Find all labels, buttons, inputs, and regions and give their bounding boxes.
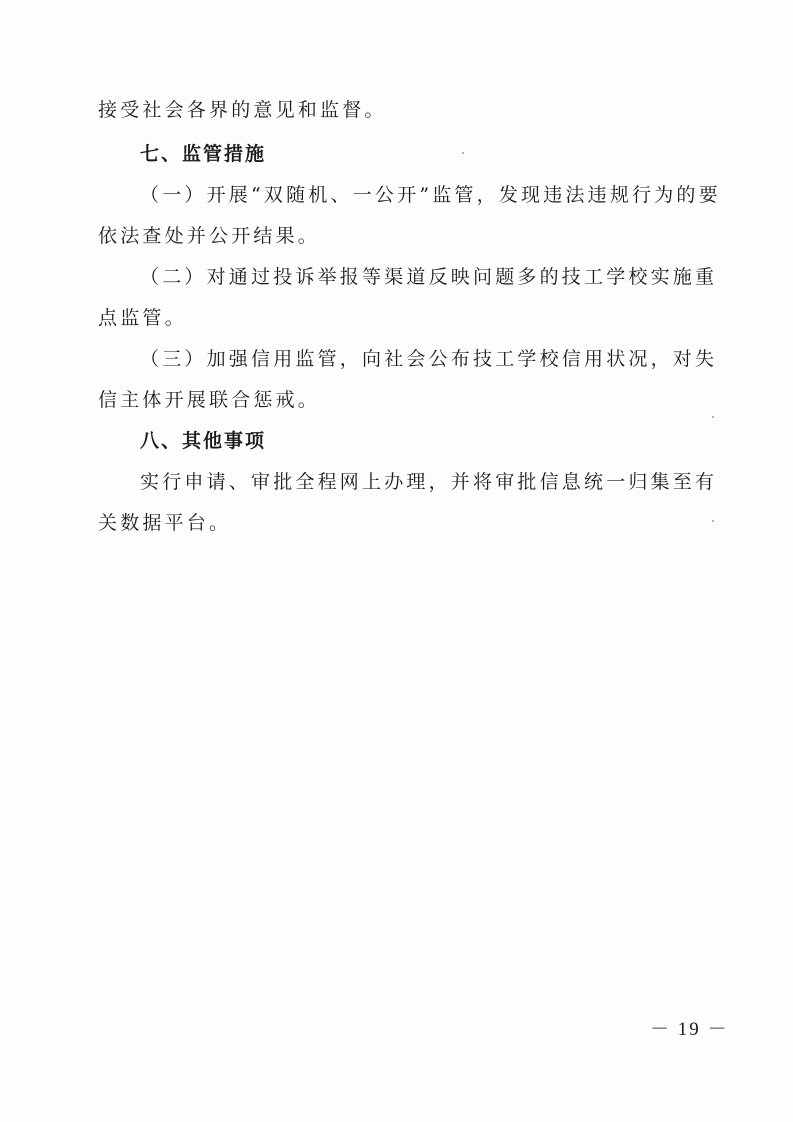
section-heading-eight: 八、其他事项 (140, 430, 267, 452)
scan-speck (462, 152, 464, 154)
scan-speck (712, 520, 714, 522)
paragraph-other-matters: 实行申请、审批全程网上办理，并将审批信息统一归集至有 (140, 471, 718, 493)
body-text-line: 依法查处并公开结果。 (98, 225, 321, 247)
page-number: － 19 － (650, 1019, 729, 1040)
paragraph-item-one: （一）开展“双随机、一公开”监管，发现违法违规行为的要 (140, 184, 721, 206)
section-heading-seven: 七、监管措施 (140, 143, 267, 165)
scan-speck (712, 416, 714, 418)
body-text-line: 信主体开展联合惩戒。 (98, 389, 321, 411)
paragraph-item-three: （三）加强信用监管，向社会公布技工学校信用状况，对失 (140, 348, 718, 370)
body-text-line: 接受社会各界的意见和监督。 (98, 99, 387, 121)
body-text-line: 关数据平台。 (98, 512, 232, 534)
paragraph-item-two: （二）对通过投诉举报等渠道反映问题多的技工学校实施重 (140, 266, 718, 288)
body-text-line: 点监管。 (98, 307, 187, 329)
